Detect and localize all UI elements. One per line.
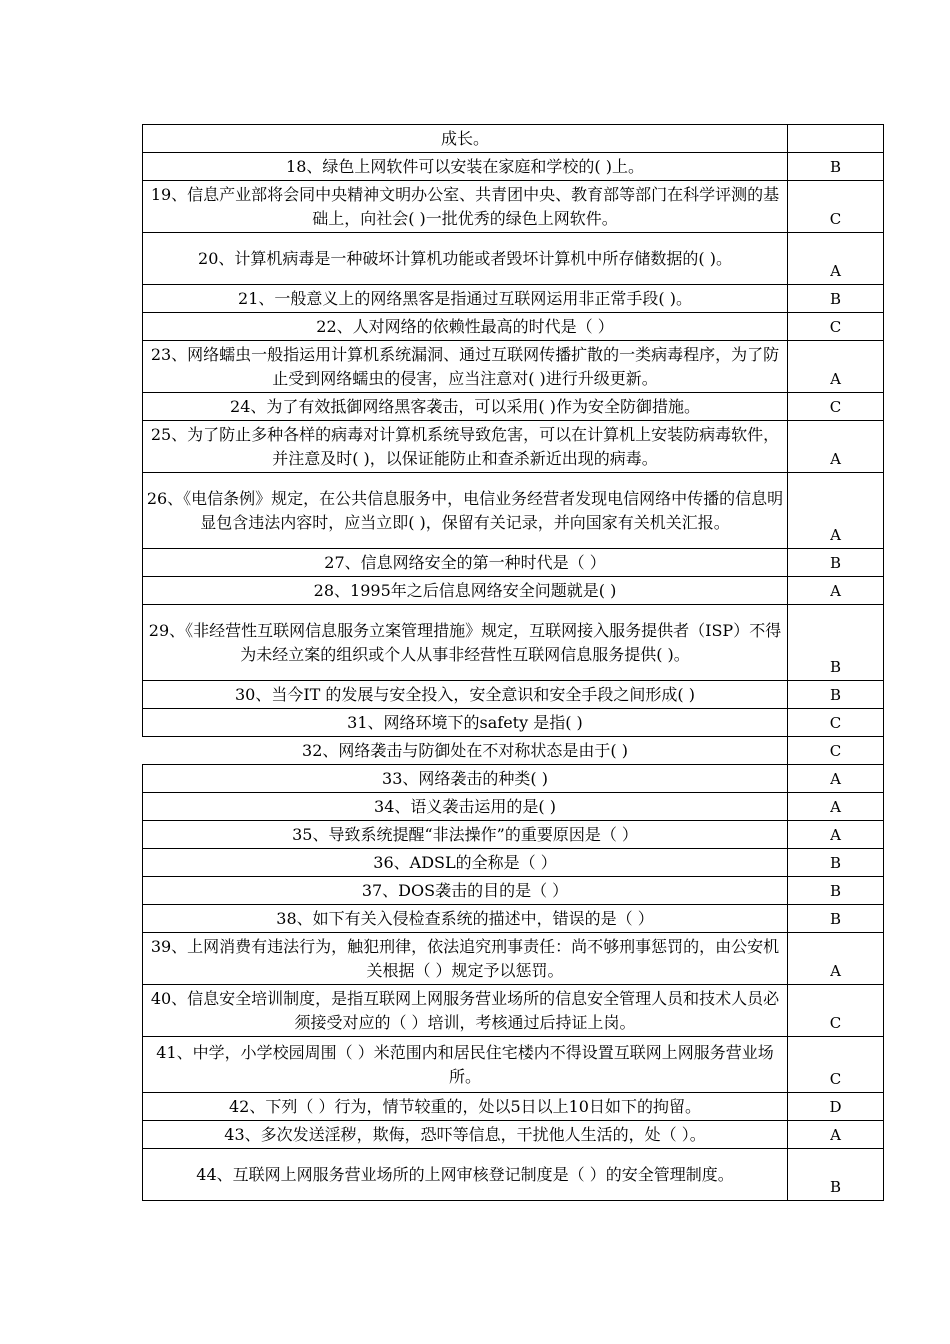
answer-cell: A <box>788 821 884 849</box>
answer-cell: B <box>788 1149 884 1201</box>
answer-cell: A <box>788 577 884 605</box>
question-cell: 37、DOS袭击的目的是（ ） <box>143 877 788 905</box>
question-cell: 44、互联网上网服务营业场所的上网审核登记制度是（ ）的安全管理制度。 <box>143 1149 788 1201</box>
answer-cell: A <box>788 793 884 821</box>
answer-cell: A <box>788 765 884 793</box>
question-cell: 38、如下有关入侵检查系统的描述中，错误的是（ ） <box>143 905 788 933</box>
answer-cell: A <box>788 421 884 473</box>
table-row <box>143 285 884 313</box>
question-cell: 26、《电信条例》规定，在公共信息服务中，电信业务经营者发现电信网络中传播的信息明显包含违法内容时，应当立即( )，保留有关记录，并向国家有关机关汇报。 <box>143 473 788 549</box>
table-row <box>143 793 884 821</box>
answer-cell: A <box>788 933 884 985</box>
table-row <box>143 1121 884 1149</box>
table-row <box>143 393 884 421</box>
table-row <box>143 681 884 709</box>
table-row <box>143 1149 884 1201</box>
question-cell: 41、中学，小学校园周围（ ）米范围内和居民住宅楼内不得设置互联网上网服务营业场所。 <box>143 1037 788 1093</box>
question-cell: 34、语义袭击运用的是( ) <box>143 793 788 821</box>
question-cell: 20、计算机病毒是一种破坏计算机功能或者毁坏计算机中所存储数据的( )。 <box>143 233 788 285</box>
table-row <box>143 605 884 681</box>
question-cell: 42、下列（ ）行为，情节较重的，处以5日以上10日如下的拘留。 <box>143 1093 788 1121</box>
table-row <box>143 181 884 233</box>
table-row <box>143 313 884 341</box>
question-cell: 32、网络袭击与防御处在不对称状态是由于( ) <box>143 737 788 765</box>
answer-cell <box>788 125 884 153</box>
table-row <box>143 933 884 985</box>
answer-cell: B <box>788 605 884 681</box>
answer-cell: B <box>788 549 884 577</box>
table-row <box>143 153 884 181</box>
answer-cell: A <box>788 1121 884 1149</box>
answer-cell: A <box>788 473 884 549</box>
answer-cell: C <box>788 709 884 737</box>
table-row <box>143 1093 884 1121</box>
answer-cell: C <box>788 737 884 765</box>
table-row <box>143 985 884 1037</box>
answer-cell: B <box>788 849 884 877</box>
question-cell: 18、绿色上网软件可以安装在家庭和学校的( )上。 <box>143 153 788 181</box>
answer-cell: B <box>788 877 884 905</box>
table-row <box>143 233 884 285</box>
question-cell: 40、信息安全培训制度，是指互联网上网服务营业场所的信息安全管理人员和技术人员必须接受对应的（ ）培训，考核通过后持证上岗。 <box>143 985 788 1037</box>
question-answer-table <box>142 124 884 1201</box>
question-cell: 31、网络环境下的safety 是指( ) <box>143 709 788 737</box>
table-row <box>143 421 884 473</box>
question-cell: 33、网络袭击的种类( ) <box>143 765 788 793</box>
question-cell: 24、为了有效抵御网络黑客袭击，可以采用( )作为安全防御措施。 <box>143 393 788 421</box>
answer-cell: B <box>788 905 884 933</box>
answer-cell: C <box>788 1037 884 1093</box>
table-row <box>143 737 884 765</box>
table-row <box>143 473 884 549</box>
table-body <box>143 125 884 1201</box>
question-cell: 成长。 <box>143 125 788 153</box>
question-cell: 25、为了防止多种各样的病毒对计算机系统导致危害，可以在计算机上安装防病毒软件，并注意及时( )，以保证能防止和查杀新近出现的病毒。 <box>143 421 788 473</box>
answer-cell: C <box>788 313 884 341</box>
question-cell: 28、1995年之后信息网络安全问题就是( ) <box>143 577 788 605</box>
answer-cell: B <box>788 681 884 709</box>
question-cell: 22、人对网络的依赖性最高的时代是（ ） <box>143 313 788 341</box>
question-cell: 39、上网消费有违法行为，触犯刑律，依法追究刑事责任：尚不够刑事惩罚的，由公安机关根据（ ）规定予以惩罚。 <box>143 933 788 985</box>
question-cell: 35、导致系统提醒“非法操作”的重要原因是（ ） <box>143 821 788 849</box>
question-cell: 19、信息产业部将会同中央精神文明办公室、共青团中央、教育部等部门在科学评测的基础上，向社会( )一批优秀的绿色上网软件。 <box>143 181 788 233</box>
table-row <box>143 341 884 393</box>
answer-cell: B <box>788 285 884 313</box>
question-cell: 23、网络蠕虫一般指运用计算机系统漏洞、通过互联网传播扩散的一类病毒程序，为了防止受到网络蠕虫的侵害，应当注意对( )进行升级更新。 <box>143 341 788 393</box>
question-cell: 27、信息网络安全的第一种时代是（ ） <box>143 549 788 577</box>
table-row <box>143 905 884 933</box>
table-row <box>143 877 884 905</box>
question-cell: 30、当今IT 的发展与安全投入，安全意识和安全手段之间形成( ) <box>143 681 788 709</box>
answer-cell: A <box>788 341 884 393</box>
table-row <box>143 549 884 577</box>
table-row <box>143 765 884 793</box>
answer-cell: B <box>788 153 884 181</box>
question-cell: 43、多次发送淫秽，欺侮，恐吓等信息，干扰他人生活的，处（ ）。 <box>143 1121 788 1149</box>
table-row <box>143 577 884 605</box>
answer-cell: D <box>788 1093 884 1121</box>
table-row <box>143 849 884 877</box>
answer-cell: C <box>788 393 884 421</box>
table-row <box>143 125 884 153</box>
question-cell: 29、《非经营性互联网信息服务立案管理措施》规定，互联网接入服务提供者（ISP）不得为未经立案的组织或个人从事非经营性互联网信息服务提供( )。 <box>143 605 788 681</box>
answer-cell: C <box>788 181 884 233</box>
question-cell: 36、ADSL的全称是（ ） <box>143 849 788 877</box>
question-cell: 21、一般意义上的网络黑客是指通过互联网运用非正常手段( )。 <box>143 285 788 313</box>
answer-cell: A <box>788 233 884 285</box>
table-row <box>143 1037 884 1093</box>
answer-cell: C <box>788 985 884 1037</box>
table-row <box>143 709 884 737</box>
table-row <box>143 821 884 849</box>
